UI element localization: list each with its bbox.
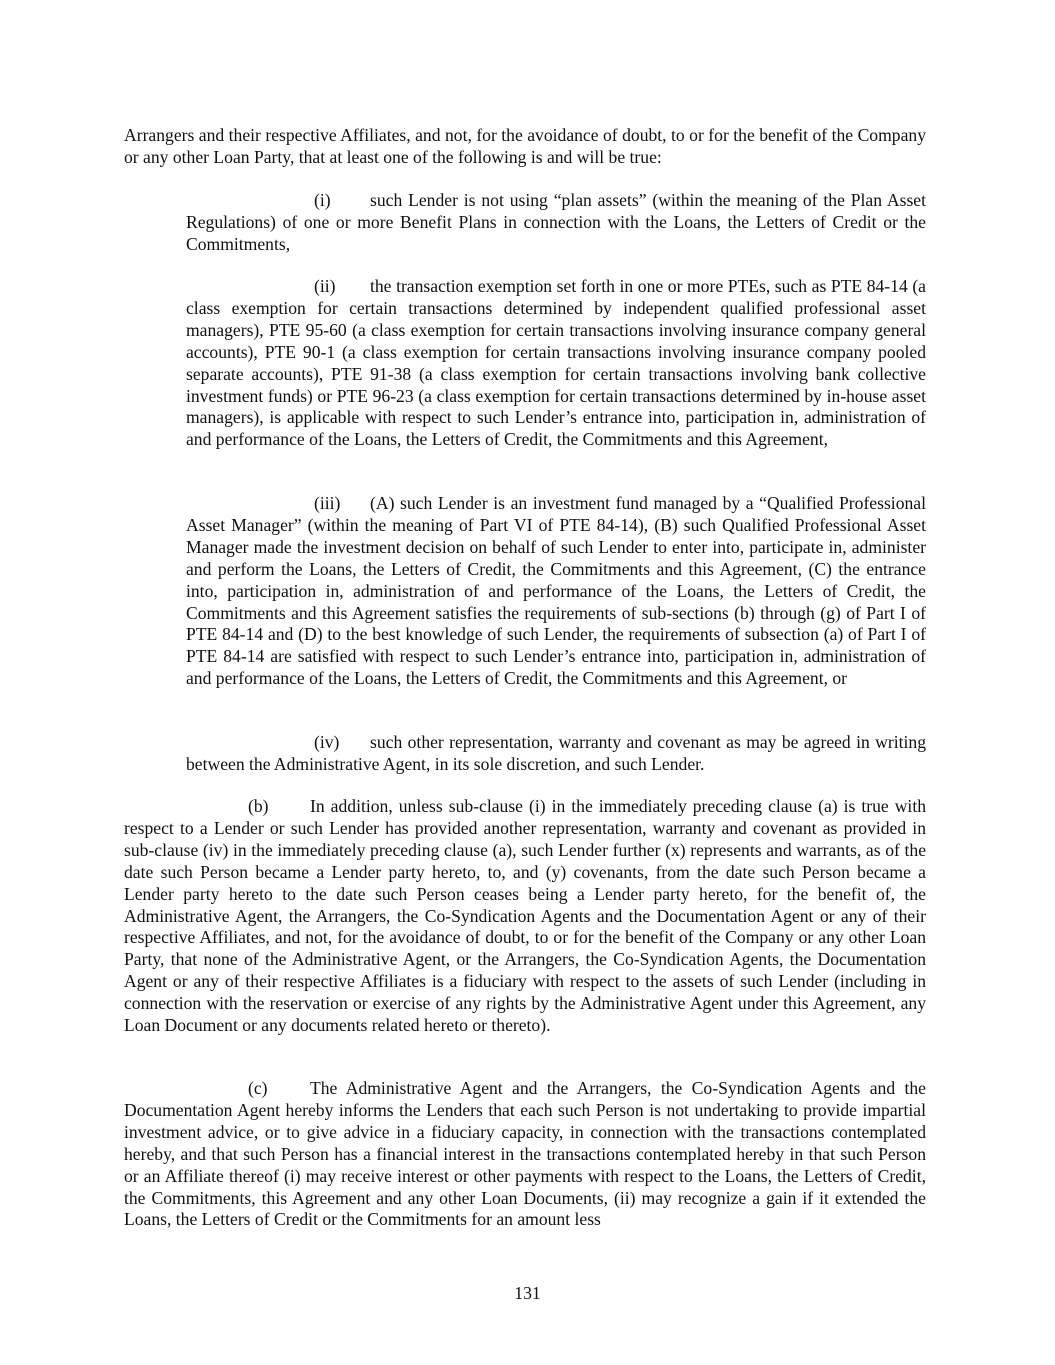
clause-label: (c) [248, 1078, 268, 1098]
clause-iv [186, 732, 926, 776]
clause-label: (iv) [314, 732, 340, 752]
clause-c [124, 1078, 926, 1231]
clause-b [124, 796, 926, 1037]
clause-label: (iii) [314, 493, 341, 513]
clause-text: such other representation, warranty and covenant as may be agreed in writing between the Administrative Agent, in its sole discretion, and such Lender. [186, 732, 926, 774]
clause-text: The Administrative Agent and the Arrangers, the Co-Syndication Agents and the Documentation Agent hereby informs the Lenders that each such Person is not undertaking to provide impartial investment advice, or to give advice in a fiduciary capacity, in connection with the transactions contemplated hereby, and that such Person has a financial interest in the transactions contemplated hereby in that such Person or an Affiliate thereof (i) may receive interest or other payments with respect to the Loans, the Letters of Credit, the Commitments, this Agreement and any other Loan Documents, (ii) may recognize a gain if it extended the Loans, the Letters of Credit or the Commitments for an amount less [124, 1078, 926, 1230]
clause-label: (ii) [314, 276, 336, 296]
paragraph-continuation: Arrangers and their respective Affiliates, and not, for the avoidance of doubt, to or for the benefit of the Company or any other Loan Party, that at least one of the following is and will be true: [124, 125, 926, 167]
page-number: 131 [514, 1283, 541, 1303]
clause-i [186, 190, 926, 256]
clause-iii [186, 493, 926, 690]
clause-ii [186, 276, 926, 451]
clause-text: the transaction exemption set forth in one or more PTEs, such as PTE 84-14 (a class exemption for certain transactions determined by independent qualified professional asset managers), PTE 95-60 (a class exemption for certain transactions involving insurance company general accounts), PTE 90-1 (a class exemption for certain transactions involving insurance company pooled separate accounts), PTE 91-38 (a class exemption for certain transactions involving bank collective investment funds) or PTE 96-23 (a class exemption for certain transactions determined by in-house asset managers), is applicable with respect to such Lender’s entrance into, participation in, administration of and performance of the Loans, the Letters of Credit, the Commitments and this Agreement, [186, 276, 926, 450]
clause-text: such Lender is not using “plan assets” (within the meaning of the Plan Asset Regulations) of one or more Benefit Plans in connection with the Loans, the Letters of Credit or the Commitments, [186, 190, 926, 254]
clause-label: (i) [314, 190, 331, 210]
clause-label: (b) [248, 796, 269, 816]
clause-text: (A) such Lender is an investment fund managed by a “Qualified Professional Asset Manager” (within the meaning of Part VI of PTE 84-14), (B) such Qualified Professional Asset Manager made the investment decision on behalf of such Lender to enter into, participate in, administer and perform the Loans, the Letters of Credit, the Commitments and this Agreement, (C) the entrance into, participation in, administration of and performance of the Loans, the Letters of Credit, the Commitments and this Agreement satisfies the requirements of sub-sections (b) through (g) of Part I of PTE 84-14 and (D) to the best knowledge of such Lender, the requirements of subsection (a) of Part I of PTE 84-14 are satisfied with respect to such Lender’s entrance into, participation in, administration of and performance of the Loans, the Letters of Credit, the Commitments and this Agreement, or [186, 493, 926, 689]
clause-text: In addition, unless sub-clause (i) in the immediately preceding clause (a) is true with respect to a Lender or such Lender has provided another representation, warranty and covenant as provided in sub-clause (iv) in the immediately preceding clause (a), such Lender further (x) represents and warrants, as of the date such Person became a Lender party hereto, to, and (y) covenants, from the date such Person became a Lender party hereto to the date such Person ceases being a Lender party hereto, for the benefit of, the Administrative Agent, the Arrangers, the Co-Syndication Agents and the Documentation Agent or any of their respective Affiliates, and not, for the avoidance of doubt, to or for the benefit of the Company or any other Loan Party, that none of the Administrative Agent, or the Arrangers, the Co-Syndication Agents, the Documentation Agent or any of their respective Affiliates is a fiduciary with respect to the assets of such Lender (including in connection with the reservation or exercise of any rights by the Administrative Agent under this Agreement, any Loan Document or any documents related hereto or thereto). [124, 796, 926, 1036]
